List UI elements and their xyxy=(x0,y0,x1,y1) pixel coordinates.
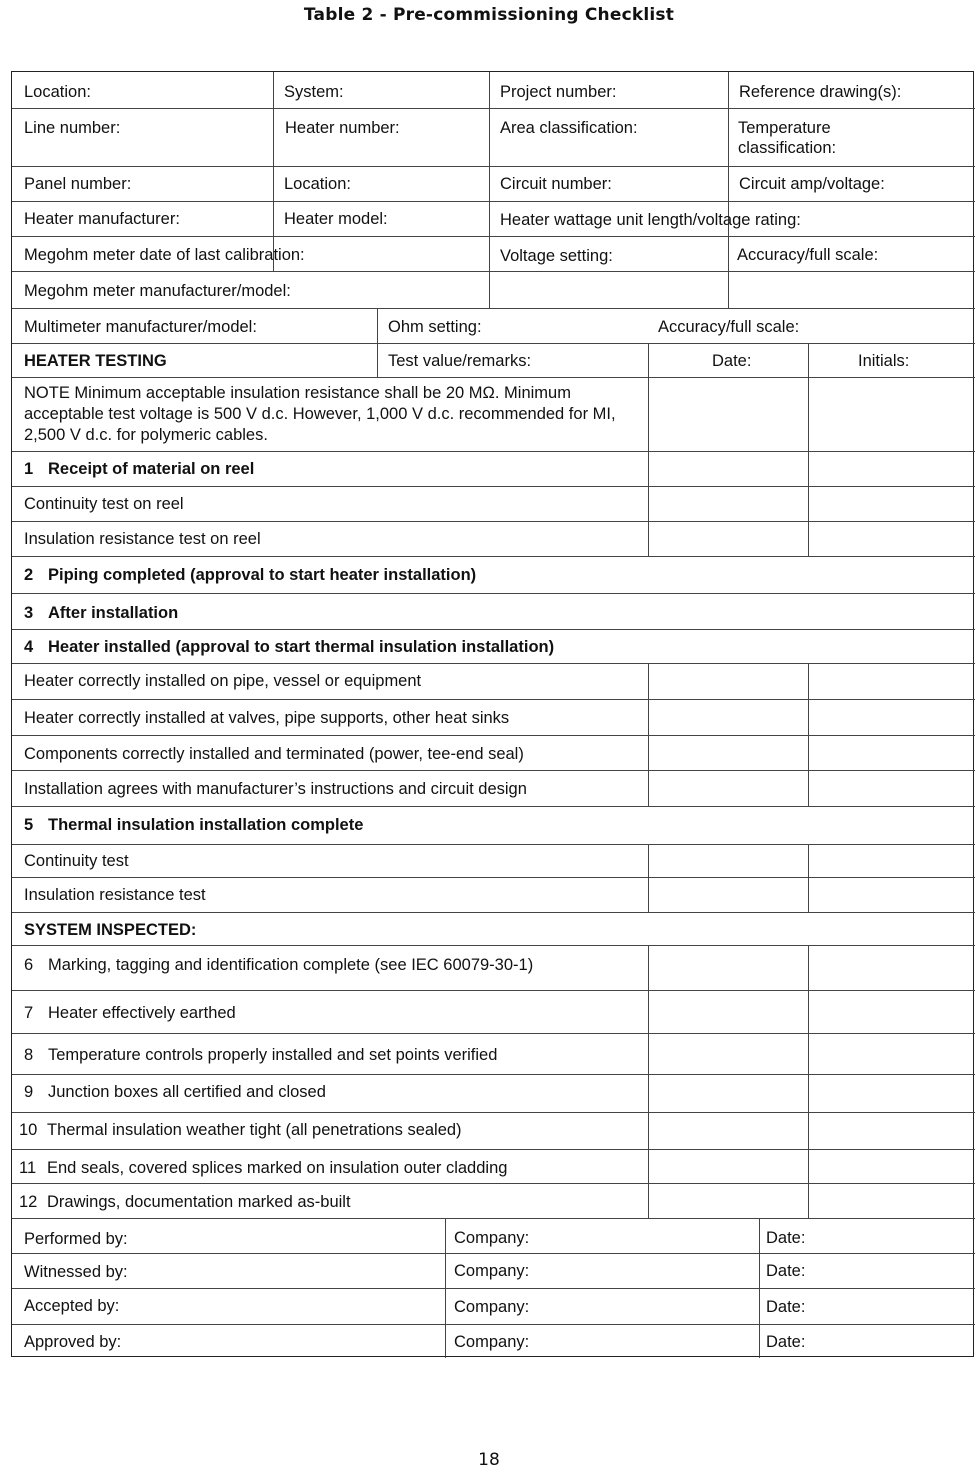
section-5-heading: 5 Thermal insulation installation complete xyxy=(24,816,364,834)
heater-manufacturer-label: Heater manufacturer: xyxy=(24,210,180,228)
inspection-item: 8 Temperature controls properly installed and set points verified xyxy=(24,1046,498,1064)
date-label: Date: xyxy=(766,1298,806,1316)
multimeter-manufacturer-label: Multimeter manufacturer/model: xyxy=(24,318,257,336)
heater-testing-heading: HEATER TESTING xyxy=(24,352,167,370)
circuit-amp-voltage-label: Circuit amp/voltage: xyxy=(739,175,885,193)
heater-installed-valves: Heater correctly installed at valves, pipe supports, other heat sinks xyxy=(24,709,510,727)
area-classification-label: Area classification: xyxy=(500,119,638,137)
test-value-label: Test value/remarks: xyxy=(388,352,532,370)
inspection-item: 11 End seals, covered splices marked on insulation outer cladding xyxy=(19,1159,508,1177)
date-label: Date: xyxy=(766,1262,806,1280)
inspection-item: 6 Marking, tagging and identification complete (see IEC 60079-30-1) xyxy=(24,956,534,974)
continuity-test-reel: Continuity test on reel xyxy=(24,495,184,513)
insulation-note: NOTE Minimum acceptable insulation resistance shall be 20 MΩ. Minimum acceptable test voltage is 500 V d.c. However, 1,000 V d.c. recommended for MI, 2,500 V d.c. for polymeric cables. xyxy=(24,384,616,444)
components-installed: Components correctly installed and terminated (power, tee-end seal) xyxy=(24,745,524,763)
date-label: Date: xyxy=(766,1333,806,1351)
accepted-by-label: Accepted by: xyxy=(24,1297,120,1315)
temperature-classification-label: Temperature classification: xyxy=(738,119,837,157)
installation-agrees: Installation agrees with manufacturer’s instructions and circuit design xyxy=(24,780,527,798)
initials-column-label: Initials: xyxy=(858,352,910,370)
inspection-item: 10 Thermal insulation weather tight (all penetrations sealed) xyxy=(19,1121,462,1139)
heater-wattage-label: Heater wattage unit length/voltage rating: xyxy=(500,211,801,229)
company-label: Company: xyxy=(454,1229,530,1247)
voltage-setting-label: Voltage setting: xyxy=(500,247,613,265)
section-4-heading: 4 Heater installed (approval to start thermal insulation installation) xyxy=(24,638,555,656)
performed-by-label: Performed by: xyxy=(24,1230,128,1248)
insulation-test: Insulation resistance test xyxy=(24,886,206,904)
inspection-item: 7 Heater effectively earthed xyxy=(24,1004,236,1022)
project-number-label: Project number: xyxy=(500,83,617,101)
checklist-table xyxy=(11,71,974,1357)
heater-installed-pipe: Heater correctly installed on pipe, vessel or equipment xyxy=(24,672,422,690)
page-number: 18 xyxy=(478,1450,500,1470)
reference-drawings-label: Reference drawing(s): xyxy=(739,83,902,101)
accuracy-full-scale-label: Accuracy/full scale: xyxy=(737,246,879,264)
continuity-test: Continuity test xyxy=(24,852,129,870)
system-label: System: xyxy=(284,83,344,101)
date-label: Date: xyxy=(766,1229,806,1247)
company-label: Company: xyxy=(454,1333,530,1351)
location-label: Location: xyxy=(24,83,91,101)
line-number-label: Line number: xyxy=(24,119,121,137)
inspection-item: 9 Junction boxes all certified and closed xyxy=(24,1083,326,1101)
section-1-heading: 1 Receipt of material on reel xyxy=(24,460,255,478)
heater-model-label: Heater model: xyxy=(284,210,388,228)
section-2-heading: 2 Piping completed (approval to start heater installation) xyxy=(24,566,477,584)
company-label: Company: xyxy=(454,1262,530,1280)
heater-number-label: Heater number: xyxy=(285,119,400,137)
panel-number-label: Panel number: xyxy=(24,175,132,193)
insulation-test-reel: Insulation resistance test on reel xyxy=(24,530,261,548)
section-3-heading: 3 After installation xyxy=(24,604,179,622)
circuit-number-label: Circuit number: xyxy=(500,175,612,193)
megohm-manufacturer-label: Megohm meter manufacturer/model: xyxy=(24,282,291,300)
witnessed-by-label: Witnessed by: xyxy=(24,1263,128,1281)
megohm-calibration-label: Megohm meter date of last calibration: xyxy=(24,246,305,264)
company-label: Company: xyxy=(454,1298,530,1316)
location-label-2: Location: xyxy=(284,175,351,193)
inspection-item: 12 Drawings, documentation marked as-built xyxy=(19,1193,351,1211)
system-inspected-heading: SYSTEM INSPECTED: xyxy=(24,921,197,939)
page-title: Table 2 - Pre-commissioning Checklist xyxy=(303,5,675,25)
date-column-label: Date: xyxy=(712,352,752,370)
approved-by-label: Approved by: xyxy=(24,1333,122,1351)
ohm-setting-label: Ohm setting: xyxy=(388,318,482,336)
accuracy-full-scale-label-2: Accuracy/full scale: xyxy=(658,318,800,336)
